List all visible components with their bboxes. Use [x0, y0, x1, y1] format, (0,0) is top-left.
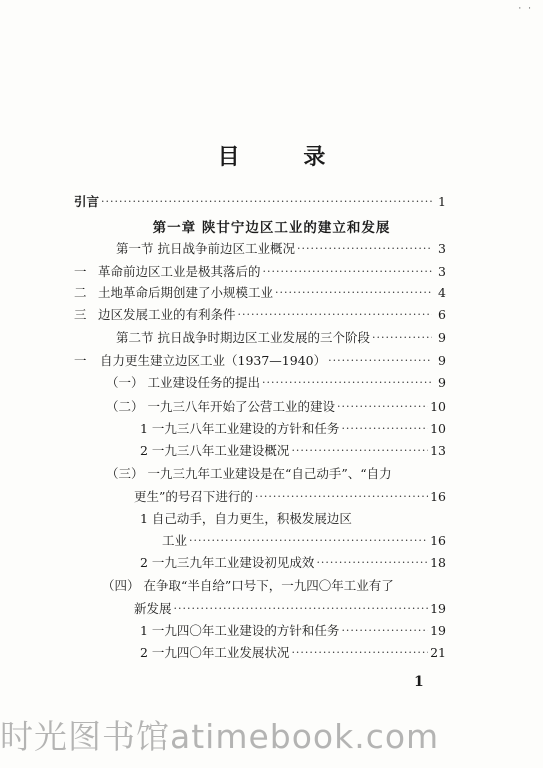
toc-entry-text: 2 一九三八年工业建设概况 [140, 443, 290, 458]
toc-entry[interactable] [74, 194, 446, 210]
corner-marks: · · [518, 4, 533, 14]
toc-entry-text: 2 一九四〇年工业发展状况 [140, 645, 290, 660]
toc-entry-text: 第一节 抗日战争前边区工业概况 [116, 241, 295, 256]
toc-leader-dots [255, 489, 428, 505]
toc-entry-page: 4 [438, 285, 446, 300]
toc-entry-text: （四） 在争取“半自给”口号下，一九四〇年工业有了 [102, 578, 394, 593]
toc-entry[interactable] [116, 330, 446, 346]
toc-entry[interactable] [106, 375, 446, 391]
toc-entry-page: 3 [438, 264, 446, 279]
toc-entry-text: 革命前边区工业是极其落后的 [98, 264, 261, 279]
toc-entry[interactable] [74, 264, 446, 280]
toc-entry[interactable] [162, 533, 446, 549]
toc-leader-dots [341, 421, 428, 437]
toc-leader-dots [238, 307, 432, 323]
toc-entry[interactable] [140, 555, 446, 571]
page-title: 目 录 [217, 144, 354, 170]
toc-entry-text: （一） 工业建设任务的提出 [106, 375, 260, 390]
toc-entry-page: 19 [430, 601, 446, 616]
toc-entry-page: 3 [438, 241, 446, 256]
toc-entry[interactable] [106, 466, 446, 482]
toc-entry-page: 16 [430, 489, 446, 504]
toc-entry[interactable] [74, 285, 446, 301]
toc-leader-dots [337, 399, 428, 415]
toc-leader-dots [328, 353, 432, 369]
toc-entry[interactable] [140, 511, 446, 527]
toc-leader-dots [341, 623, 428, 639]
toc-entry-page: 6 [438, 307, 446, 322]
toc-entry-text: 更生”的号召下进行的 [134, 489, 253, 504]
toc-entry-marker: 二 [74, 285, 87, 300]
toc-entry-text: （二） 一九三八年开始了公营工业的建设 [106, 399, 335, 414]
toc-leader-dots [291, 443, 428, 459]
toc-entry-page: 21 [430, 645, 446, 660]
toc-entry[interactable] [140, 421, 446, 437]
toc-entry-text: 工业 [162, 533, 188, 548]
watermark-text: 时光图书馆atimebook.com [0, 717, 440, 756]
toc-entry[interactable] [134, 601, 446, 617]
toc-entry-page: 10 [430, 421, 446, 436]
toc-entry-text: 2 一九三九年工业建设初见成效 [140, 555, 315, 570]
toc-entry-page: 9 [438, 375, 446, 390]
toc-entry-page: 10 [430, 399, 446, 414]
chapter-heading: 第一章 陕甘宁边区工业的建立和发展 [152, 220, 391, 236]
toc-entry[interactable] [140, 645, 446, 661]
toc-entry-text: 1 一九三八年工业建设的方针和任务 [140, 421, 340, 436]
toc-entry-text: 土地革命后期创建了小规模工业 [98, 285, 274, 300]
toc-entry-page: 1 [438, 194, 446, 209]
toc-entry-text: 边区发展工业的有利条件 [98, 307, 236, 322]
toc-leader-dots [174, 601, 429, 617]
toc-entry-text: 自力更生建立边区工业（1937—1940） [100, 353, 327, 368]
toc-entry-page: 19 [430, 623, 446, 638]
toc-leader-dots [101, 194, 432, 210]
toc-entry-marker: 一 [74, 264, 87, 279]
toc-entry-text: 新发展 [134, 601, 172, 616]
toc-entry[interactable] [140, 623, 446, 639]
footer-page-number: 1 [414, 674, 424, 690]
toc-entry-text: 1 自己动手，自力更生，积极发展边区 [140, 511, 352, 526]
toc-entry-page: 16 [430, 533, 446, 548]
toc-entry[interactable] [74, 307, 446, 323]
toc-entry-page: 9 [438, 330, 446, 345]
toc-entry-page: 18 [430, 555, 446, 570]
toc-leader-dots [262, 375, 432, 391]
toc-leader-dots [297, 241, 432, 257]
toc-leader-dots [372, 330, 432, 346]
toc-leader-dots [189, 533, 428, 549]
toc-entry-page: 13 [430, 443, 446, 458]
toc-entry-text: 1 一九四〇年工业建设的方针和任务 [140, 623, 340, 638]
toc-entry-marker: 一 [74, 353, 87, 368]
toc-entry[interactable] [134, 489, 446, 505]
toc-entry-text: 第二节 抗日战争时期边区工业发展的三个阶段 [116, 330, 370, 345]
toc-entry[interactable] [106, 399, 446, 415]
toc-entry-text: （三） 一九三九年工业建设是在“自己动手”、“自力 [106, 466, 392, 481]
toc-leader-dots [275, 285, 432, 301]
toc-entry[interactable] [74, 353, 446, 369]
toc-entry[interactable] [102, 578, 446, 594]
toc-entry-page: 9 [438, 353, 446, 368]
toc-entry-marker: 三 [74, 307, 87, 322]
toc-entry[interactable] [140, 443, 446, 459]
toc-entry-text: 引言 [74, 194, 100, 209]
toc-leader-dots [291, 645, 428, 661]
toc-entry[interactable] [116, 241, 446, 257]
toc-leader-dots [316, 555, 428, 571]
toc-leader-dots [263, 264, 432, 280]
